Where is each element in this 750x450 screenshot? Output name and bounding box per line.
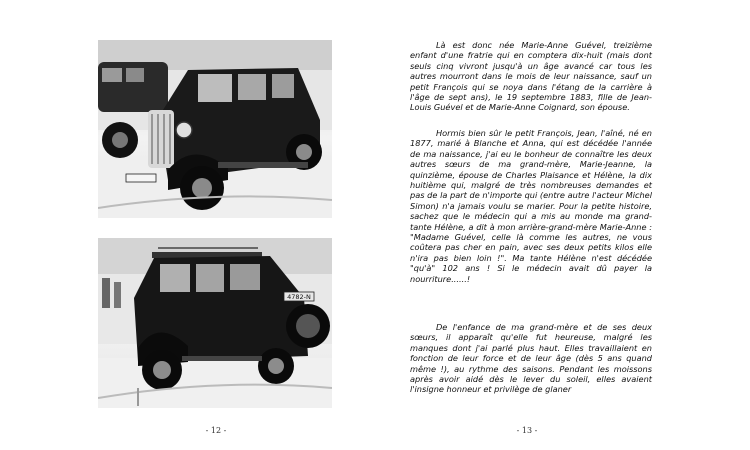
paragraph-3 — [410, 322, 652, 395]
paragraph-1-text: Là est donc née Marie-Anne Guével, treizième enfant d'une fratrie qui en comptera dix-huit (mais dont seuls cinq vivront jusqu'à un âge avancé car tous les autres mourront dans le mois de leur naissance, sauf un petit François qui se noya dans l'étang de la carrière à l'âge de sept ans), le 19 septembre 1883, fille de Jean-Louis Guével et de Marie-Anne Coignard, son épouse. — [410, 40, 652, 113]
page-number-12: - 12 - — [205, 426, 227, 435]
vintage-car-photo-2 — [98, 238, 332, 408]
vintage-car-photo-1 — [98, 40, 332, 218]
paragraph-2-text: Hormis bien sûr le petit François, Jean, l'aîné, né en 1877, marié à Blanche et Anna, qui est décédée l'année de ma naissance, j'ai eu le bonheur de connaître les deux autres sœurs de ma grand-mère, Marie-Jeanne, la quinzième, épouse de Charles Plaisance et Hélène, la dix huitième qui, malgré de très nombreuses demandes et pas de la part de n'importe qui (entre autre l'acteur Michel Simon) n'a jamais voulu se marier. Pour la petite histoire, sachez que le médecin qui a mis au monde ma grand-tante Hélène, a dit à mon arrière-grand-mère Marie-Anne : "Madame Guével, celle là comme les autres, ne vous coûtera pas cher en pain, avec ses deux petits kilos elle n'ira pas bien loin !". Ma tante Hélène n'est décédée "qu'à" 102 ans ! Si le médecin avait dû payer la nourriture......! — [410, 128, 652, 284]
paragraph-2 — [410, 128, 652, 284]
paragraph-1 — [410, 40, 652, 113]
page-number-13: - 13 - — [516, 426, 538, 435]
paragraph-3-text: De l'enfance de ma grand-mère et de ses deux sœurs, il apparaît qu'elle fut heureuse, malgré les manques dont j'ai parlé plus haut. Elles travaillaient en fonction de leur force et de leur âge (dès 5 ans quand même !), au rythme des saisons. Pendant les moissons après avoir aidé dès le lever du soleil, elles avaient l'insigne honneur et privilège de glaner — [410, 322, 652, 395]
license-plate-text: 4782-N — [287, 293, 311, 301]
